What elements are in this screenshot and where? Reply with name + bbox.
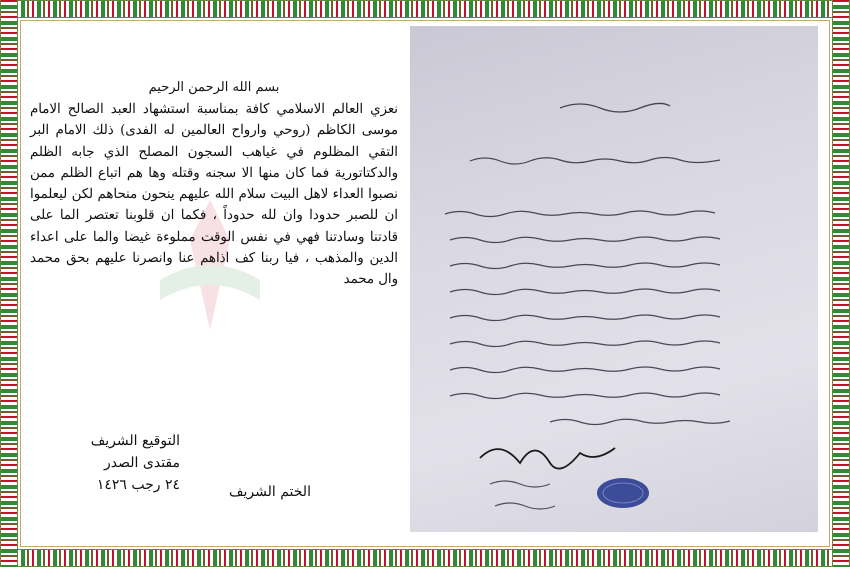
decorative-border-top — [0, 0, 850, 18]
decorative-border-left — [0, 0, 18, 567]
decorative-border-bottom — [0, 549, 850, 567]
official-seal — [597, 478, 649, 508]
signature-label: التوقيع الشريف — [90, 433, 180, 449]
signature-block — [40, 430, 180, 496]
letter-transcription — [30, 80, 398, 291]
handwritten-lines — [445, 158, 730, 425]
letter-body-text: نعزي العالم الاسلامي كافة بمناسبة استشهاد العبد الصالح الامام موسى الكاظم (روحي وارواح العالمين له الفدى) ذلك الامام البر التقي المظلوم في غياهب السجون المصلح الذي جابه الظلم والدكتاتورية فما كان منها الا سجنه وقتله وها هم اتباع الظلم ممن نصبوا العداء لاهل البيت سلام الله عليهم ينحون منحاهم لكن ليعلموا ان للصبر حدودا وان لله حدوداً ، فكما ان قلوبنا تعتصر الما على قادتنا وسادتنا فهي في نفس الوقت مملوءة غيضا والما على اعداء الدين والمذهب ، فيا ربنا كف اذاهم عنا وانصرنا عليهم بحق محمد وال محمد — [30, 102, 398, 288]
signature-date: ٢٤ رجب ١٤٢٦ — [96, 477, 180, 493]
decorative-border-right — [832, 0, 850, 567]
seal-label: الختم الشريف — [229, 484, 311, 500]
handwritten-basmala — [560, 103, 670, 112]
signatory-name: مقتدى الصدر — [104, 455, 180, 471]
handwriting-scan — [410, 26, 818, 532]
handwritten-letter-photo — [410, 26, 818, 532]
basmala-heading: بسم الله الرحمن الرحيم — [148, 80, 280, 95]
handwritten-signature — [480, 448, 615, 469]
